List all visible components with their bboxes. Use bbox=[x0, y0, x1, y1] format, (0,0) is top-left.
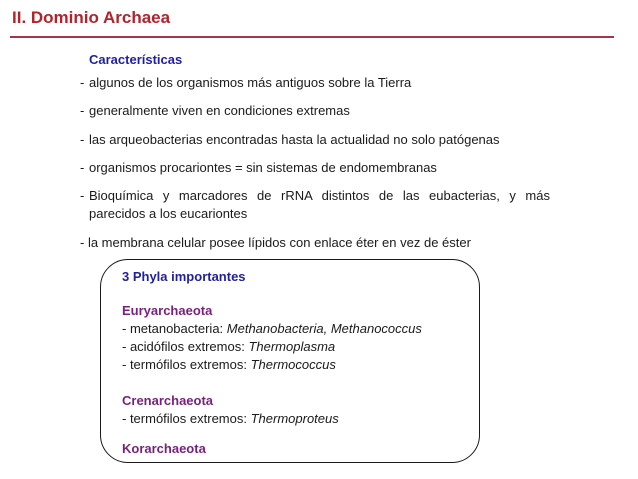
list-item bbox=[80, 187, 550, 223]
list-item-text: las arqueobacterias encontradas hasta la actualidad no solo patógenas bbox=[89, 132, 500, 147]
phylum-detail-line bbox=[122, 338, 335, 356]
bullet-dash: - bbox=[80, 160, 85, 175]
list-item bbox=[80, 74, 550, 92]
phylum-crenarchaeota: Crenarchaeota bbox=[122, 393, 214, 408]
phylum-korarchaeota: Korarchaeota bbox=[122, 441, 206, 456]
list-item bbox=[80, 102, 550, 120]
detail-prefix: - termófilos extremos: bbox=[122, 411, 251, 426]
detail-prefix: - metanobacteria: bbox=[122, 321, 227, 336]
title-divider bbox=[10, 36, 614, 38]
species-name: Thermoplasma bbox=[248, 339, 336, 354]
section-heading: Características bbox=[89, 52, 183, 67]
detail-prefix: - acidófilos extremos: bbox=[122, 339, 249, 354]
list-item-text: organismos procariontes = sin sistemas de endomembranas bbox=[89, 160, 437, 175]
species-name: Methanobacteria, Methanococcus bbox=[226, 321, 422, 336]
slide-title: II. Dominio Archaea bbox=[12, 8, 171, 27]
bullet-dash: - bbox=[80, 75, 85, 90]
species-name: Thermoproteus bbox=[250, 411, 339, 426]
bullet-dash: - bbox=[80, 188, 85, 203]
list-item-text: Bioquímica y marcadores de rRNA distintos de las eubacterias, y más parecidos a los eucariontes bbox=[89, 188, 550, 221]
bullet-dash: - bbox=[80, 132, 85, 147]
list-item bbox=[80, 131, 550, 149]
phylum-detail-line bbox=[122, 356, 336, 374]
species-name: Thermococcus bbox=[250, 357, 336, 372]
phylum-detail-line bbox=[122, 320, 422, 338]
phyla-box-title: 3 Phyla importantes bbox=[122, 269, 246, 284]
phylum-euryarchaeota: Euryarchaeota bbox=[122, 303, 213, 318]
detail-prefix: - termófilos extremos: bbox=[122, 357, 251, 372]
bullet-dash: - bbox=[80, 103, 85, 118]
membrane-note: - la membrana celular posee lípidos con enlace éter en vez de éster bbox=[80, 235, 471, 250]
list-item-text: generalmente viven en condiciones extremas bbox=[89, 103, 350, 118]
phylum-detail-line bbox=[122, 410, 339, 428]
list-item bbox=[80, 159, 550, 177]
list-item-text: algunos de los organismos más antiguos sobre la Tierra bbox=[89, 75, 412, 90]
